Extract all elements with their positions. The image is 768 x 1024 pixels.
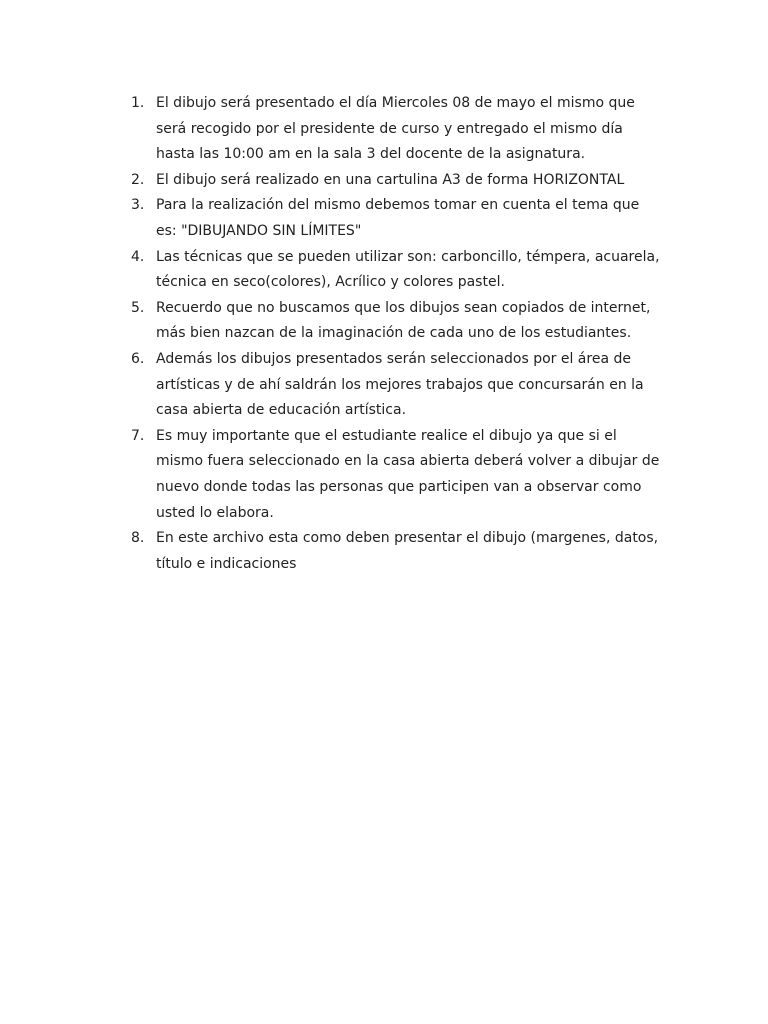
list-item-text: Las técnicas que se pueden utilizar son: carboncillo, témpera, acuarela, técnica en seco(colores), Acrílico y colores pastel. — [156, 248, 660, 291]
list-item — [131, 91, 661, 168]
instructions-list — [131, 91, 661, 577]
list-item — [131, 296, 661, 347]
list-item-text: Es muy importante que el estudiante realice el dibujo ya que si el mismo fuera seleccionado en la casa abierta deberá volver a dibujar de nuevo donde todas las personas que participen van a observar como usted lo elabora. — [156, 427, 660, 521]
list-item-number: 5. — [131, 299, 145, 316]
list-item-text: El dibujo será presentado el día Miercoles 08 de mayo el mismo que será recogido por el presidente de curso y entregado el mismo día hasta las 10:00 am en la sala 3 del docente de la asignatura. — [156, 95, 635, 163]
list-item-number: 4. — [131, 248, 145, 265]
list-item-number: 3. — [131, 197, 145, 214]
list-item — [131, 168, 661, 194]
list-item-number: 2. — [131, 171, 145, 188]
list-item — [131, 193, 661, 244]
list-item-number: 8. — [131, 530, 145, 547]
list-item-text: Para la realización del mismo debemos tomar en cuenta el tema que es: "DIBUJANDO SIN LÍMITES" — [156, 197, 640, 239]
list-item — [131, 526, 661, 577]
list-item — [131, 245, 661, 296]
list-item-number: 1. — [131, 95, 145, 111]
list-item-number: 7. — [131, 427, 145, 444]
list-item-text: Además los dibujos presentados serán seleccionados por el área de artísticas y de ahí saldrán los mejores trabajos que concursarán en la casa abierta de educación artística. — [156, 350, 644, 419]
list-item — [131, 424, 661, 526]
list-item-text: Recuerdo que no buscamos que los dibujos sean copiados de internet, más bien nazcan de la imaginación de cada uno de los estudiantes. — [156, 299, 651, 342]
list-item — [131, 347, 661, 424]
list-item-number: 6. — [131, 350, 145, 367]
list-item-text: En este archivo esta como deben presentar el dibujo (margenes, datos, título e indicaciones — [156, 530, 659, 572]
list-item-text: El dibujo será realizado en una cartulina A3 de forma HORIZONTAL — [156, 171, 625, 188]
